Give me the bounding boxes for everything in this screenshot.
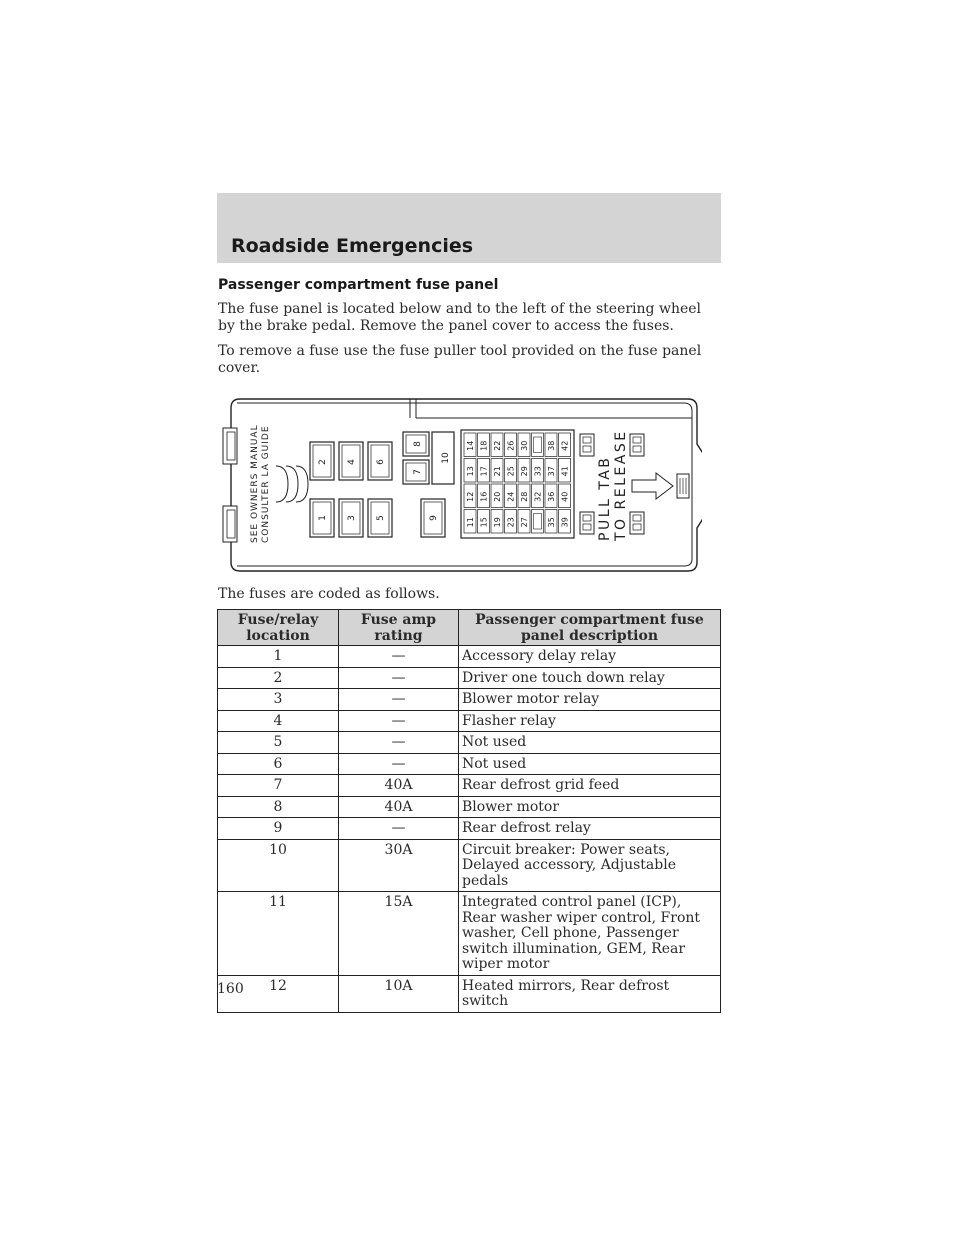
fuse-label-35: 35 xyxy=(546,517,556,528)
right-relay-bottom xyxy=(580,512,594,534)
cell-description: Rear defrost grid feed xyxy=(459,775,721,797)
cell-location: 5 xyxy=(218,732,339,754)
page-title: Roadside Emergencies xyxy=(231,235,474,257)
fuse-label-12: 12 xyxy=(465,491,475,502)
table-row xyxy=(218,796,721,818)
cell-description: Heated mirrors, Rear defrost switch xyxy=(459,975,721,1012)
paragraph-location: The fuse panel is located below and to the left of the steering wheel by the brake pedal. Remove the panel cover to access the fuses. xyxy=(218,301,702,334)
cell-location: 7 xyxy=(218,775,339,797)
cell-description: Not used xyxy=(459,753,721,775)
cell-description: Circuit breaker: Power seats, Delayed accessory, Adjustable pedals xyxy=(459,839,721,892)
fuse-label-42: 42 xyxy=(560,440,570,451)
cell-rating: — xyxy=(339,710,459,732)
coded-text: The fuses are coded as follows. xyxy=(218,586,440,602)
cell-rating: — xyxy=(339,732,459,754)
fuse-label-14: 14 xyxy=(465,440,475,451)
relay-1 xyxy=(310,499,334,537)
pull-tab-label: PULL TAB xyxy=(597,455,613,541)
svg-text:8: 8 xyxy=(413,441,423,447)
header-band xyxy=(217,193,721,263)
table-row xyxy=(218,710,721,732)
fuse-label-41: 41 xyxy=(560,466,570,477)
fuse-label-33: 33 xyxy=(533,466,543,477)
fuse-table xyxy=(217,609,721,1013)
svg-text:9: 9 xyxy=(429,515,439,521)
fuse-label-37: 37 xyxy=(546,466,556,477)
fuse-label-17: 17 xyxy=(479,466,489,477)
fuse-label-13: 13 xyxy=(465,466,475,477)
cell-location: 3 xyxy=(218,689,339,711)
cell-rating: 40A xyxy=(339,775,459,797)
cell-location: 1 xyxy=(218,646,339,668)
table-row xyxy=(218,689,721,711)
table-row xyxy=(218,775,721,797)
fuse-label-18: 18 xyxy=(479,440,489,451)
fuse-7 xyxy=(403,460,429,484)
table-row xyxy=(218,646,721,668)
fuse-panel-diagram xyxy=(218,396,702,576)
fuse-label-25: 25 xyxy=(506,466,516,477)
fuse-label-15: 15 xyxy=(479,517,489,528)
cell-rating: 30A xyxy=(339,839,459,892)
fuse-label-26: 26 xyxy=(506,440,516,451)
svg-text:2: 2 xyxy=(318,459,328,465)
cell-location: 8 xyxy=(218,796,339,818)
relay-6 xyxy=(368,442,392,480)
far-relay-bottom xyxy=(630,512,644,534)
cell-description: Blower motor xyxy=(459,796,721,818)
svg-text:4: 4 xyxy=(347,459,357,465)
mini-fuse-grid xyxy=(464,433,571,533)
table-row xyxy=(218,753,721,775)
svg-text:7: 7 xyxy=(413,469,423,475)
mini-relay-icon xyxy=(534,514,542,530)
cell-location: 9 xyxy=(218,818,339,840)
page-number: 160 xyxy=(217,981,244,997)
table-row xyxy=(218,839,721,892)
consulter-la-guide-label: CONSULTER LA GUIDE xyxy=(261,425,271,543)
table-row xyxy=(218,732,721,754)
table-row xyxy=(218,892,721,976)
cell-location: 10 xyxy=(218,839,339,892)
fuse-label-27: 27 xyxy=(519,517,529,528)
cell-description: Rear defrost relay xyxy=(459,818,721,840)
section-heading: Passenger compartment fuse panel xyxy=(218,277,499,293)
svg-text:1: 1 xyxy=(318,515,328,521)
fuse-label-24: 24 xyxy=(506,491,516,502)
relay-5 xyxy=(368,499,392,537)
fuse-label-22: 22 xyxy=(492,440,502,451)
paragraph-removal: To remove a fuse use the fuse puller tool provided on the fuse panel cover. xyxy=(218,343,702,376)
cell-rating: — xyxy=(339,753,459,775)
cell-description: Driver one touch down relay xyxy=(459,667,721,689)
circuit-breaker-10 xyxy=(432,432,454,484)
to-release-label: TO RELEASE xyxy=(613,429,629,541)
svg-text:10: 10 xyxy=(441,452,451,464)
fuse-label-39: 39 xyxy=(560,517,570,528)
fuse-label-21: 21 xyxy=(492,466,502,477)
cell-rating: — xyxy=(339,689,459,711)
cell-rating: — xyxy=(339,818,459,840)
fuse-label-11: 11 xyxy=(465,517,475,528)
relay-9 xyxy=(421,499,445,537)
col-header-rating: Fuse amp rating xyxy=(339,610,459,646)
far-relay-top xyxy=(630,434,644,456)
svg-text:6: 6 xyxy=(376,459,386,465)
cell-rating: 15A xyxy=(339,892,459,976)
relay-3 xyxy=(339,499,363,537)
fuse-label-20: 20 xyxy=(492,491,502,502)
fuse-label-38: 38 xyxy=(546,440,556,451)
table-row xyxy=(218,818,721,840)
cell-location: 12 xyxy=(218,975,339,1012)
cell-location: 2 xyxy=(218,667,339,689)
right-relay-top xyxy=(580,434,594,456)
fuse-label-28: 28 xyxy=(519,491,529,502)
col-header-description: Passenger compartment fuse panel description xyxy=(459,610,721,646)
see-owners-manual-label: SEE OWNERS MANUAL xyxy=(250,424,260,543)
cell-rating: 40A xyxy=(339,796,459,818)
fuse-8 xyxy=(403,432,429,456)
cell-description: Accessory delay relay xyxy=(459,646,721,668)
table-row xyxy=(218,975,721,1012)
cell-location: 4 xyxy=(218,710,339,732)
fuse-label-16: 16 xyxy=(479,491,489,502)
relay-4 xyxy=(339,442,363,480)
release-arrow-icon xyxy=(632,473,673,499)
mini-relay-icon xyxy=(534,437,542,453)
cell-location: 11 xyxy=(218,892,339,976)
fuse-label-32: 32 xyxy=(533,491,543,502)
fuse-label-23: 23 xyxy=(506,517,516,528)
fuse-label-29: 29 xyxy=(519,466,529,477)
table-header-row xyxy=(218,610,721,646)
relay-2 xyxy=(310,442,334,480)
cell-description: Integrated control panel (ICP), Rear washer wiper control, Front washer, Cell phone, Passenger switch illumination, GEM, Rear wiper motor xyxy=(459,892,721,976)
table-row xyxy=(218,667,721,689)
fuse-label-30: 30 xyxy=(519,440,529,451)
svg-text:5: 5 xyxy=(376,515,386,521)
cell-description: Not used xyxy=(459,732,721,754)
cell-rating: — xyxy=(339,646,459,668)
cell-description: Flasher relay xyxy=(459,710,721,732)
cell-rating: 10A xyxy=(339,975,459,1012)
col-header-location: Fuse/relay location xyxy=(218,610,339,646)
svg-text:3: 3 xyxy=(347,515,357,521)
cell-rating: — xyxy=(339,667,459,689)
fuse-label-40: 40 xyxy=(560,491,570,502)
cell-location: 6 xyxy=(218,753,339,775)
cell-description: Blower motor relay xyxy=(459,689,721,711)
fuse-label-19: 19 xyxy=(492,517,502,528)
fuse-label-36: 36 xyxy=(546,491,556,502)
